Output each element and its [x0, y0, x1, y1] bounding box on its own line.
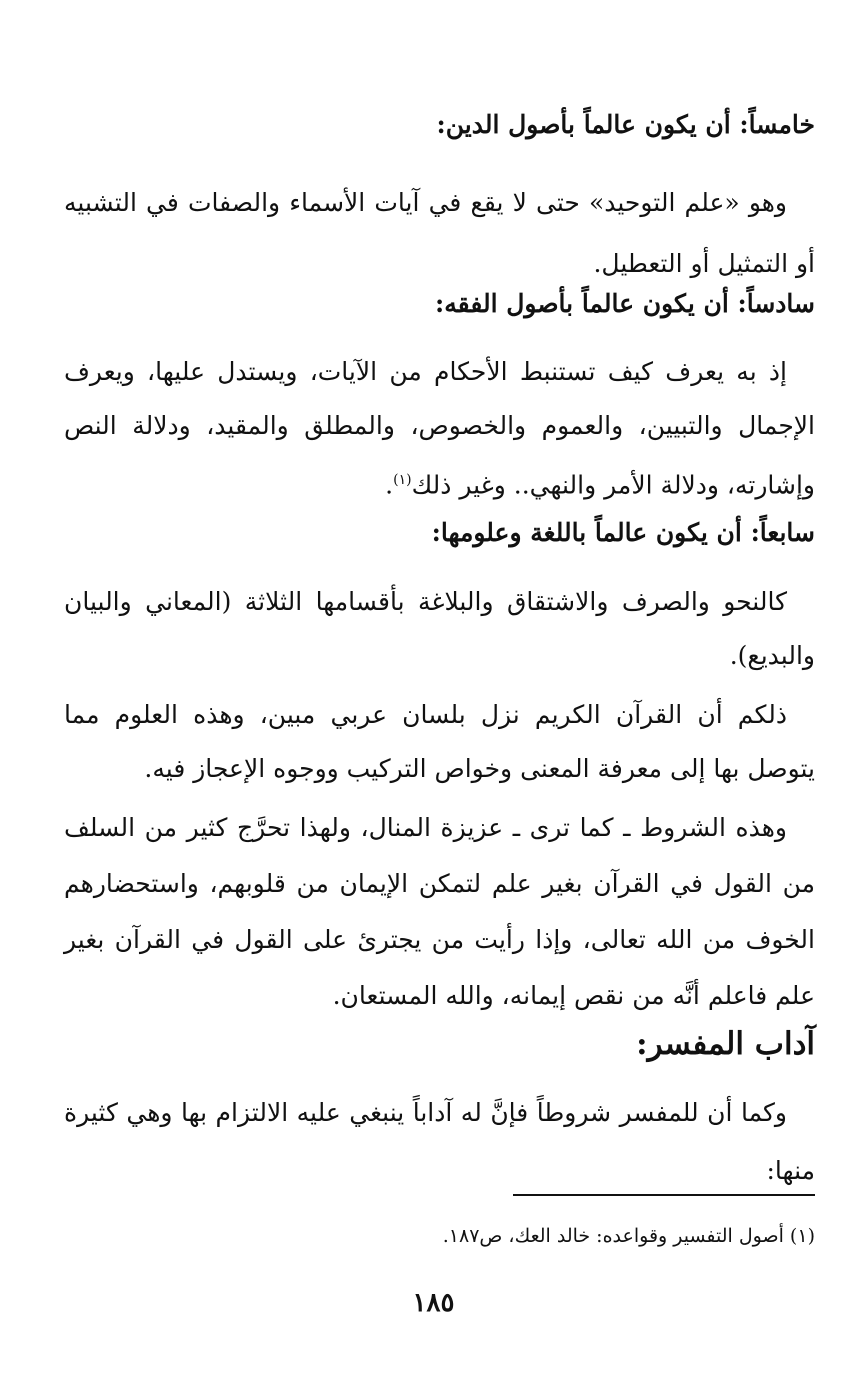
paragraph-seventh: كالنحو والصرف والاشتقاق والبلاغة بأقسامها الثلاثة (المعاني والبيان والبديع). [64, 587, 815, 670]
paragraph-sixth [64, 345, 815, 512]
paragraph-conditions: وهذه الشروط ـ كما ترى ـ عزيزة المنال، ولهذا تحرَّج كثير من السلف من القول في القرآن بغير علم لتمكن الإيمان من قلوبهم، واستحضارهم الخوف من الله تعالى، وإذا رأيت من يجترئ على القول في القرآن بغير علم فاعلم أنَّه من نقص إيمانه، والله المستعان. [64, 813, 815, 1010]
page-number: ١٨٥ [412, 1288, 455, 1318]
paragraph-etiquette: وكما أن للمفسر شروطاً فإنَّ له آداباً ينبغي عليه الالتزام بها وهي كثيرة منها: [64, 1098, 815, 1185]
footnote-divider [513, 1194, 815, 1196]
heading-sixth: سادساً: أن يكون عالماً بأصول الفقه: [435, 289, 815, 318]
paragraph-sixth-text: إذ به يعرف كيف تستنبط الأحكام من الآيات، ويستدل عليها، ويعرف الإجمال والتبيين، والعموم والخصوص، والمطلق والمقيد، ودلالة النص وإشارته، ودلالة الأمر والنهي.. وغير ذلك [64, 357, 815, 500]
footnote: (١) أصول التفسير وقواعده: خالد العك، ص١٨٧. [442, 1225, 815, 1247]
paragraph-fifth: وهو «علم التوحيد» حتى لا يقع في آيات الأسماء والصفات في التشبيه أو التمثيل أو التعطيل. [64, 188, 815, 278]
footnote-ref: (١) [393, 472, 412, 488]
heading-seventh: سابعاً: أن يكون عالماً باللغة وعلومها: [431, 518, 815, 547]
paragraph-quran: ذلكم أن القرآن الكريم نزل بلسان عربي مبين، وهذه العلوم مما يتوصل بها إلى معرفة المعنى وخواص التركيب ووجوه الإعجاز فيه. [64, 700, 815, 783]
heading-fifth: خامساً: أن يكون عالماً بأصول الدين: [436, 110, 815, 139]
paragraph-sixth-end: . [385, 470, 394, 500]
heading-etiquette: آداب المفسر: [636, 1026, 815, 1062]
